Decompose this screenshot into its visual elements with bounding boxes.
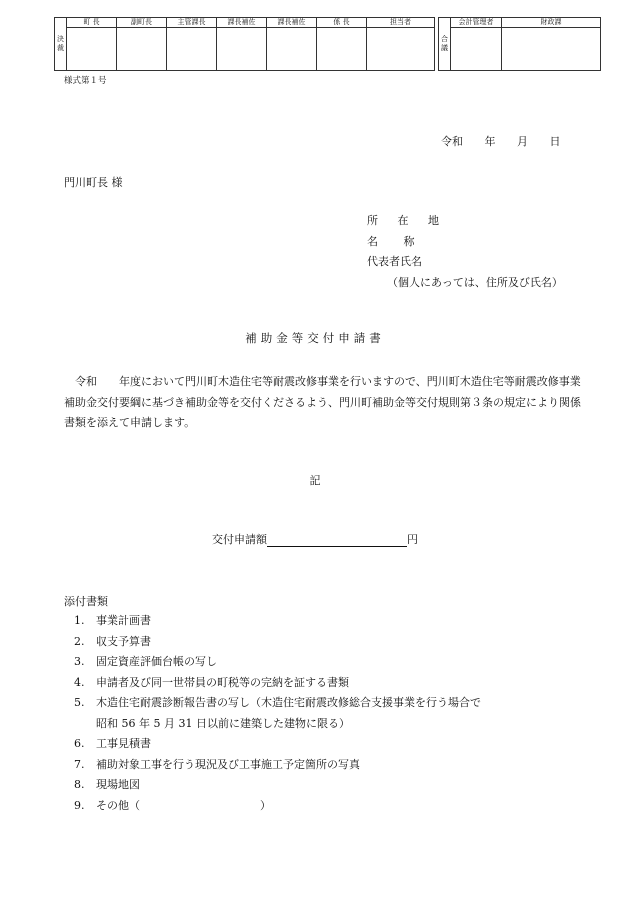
amount-label: 交付申請額 [212,533,267,546]
header-kaikei: 会計管理者 [451,18,502,28]
document-title: 補助金等交付申請書 [245,331,385,345]
representative-label: 代表者氏名 [367,255,422,268]
approval-stamp-table [54,17,601,71]
name-label: 名 称 [367,234,415,248]
applicant-block [367,211,563,293]
list-item: 1. 事業計画書 [74,614,151,627]
amount-input-line[interactable] [267,532,407,547]
stamp-box[interactable] [502,28,601,71]
list-item: 3. 固定資産評価台帳の写し [74,655,217,668]
ki-heading: 記 [309,474,321,487]
stamp-box[interactable] [317,28,367,71]
form-number: 様式第１号 [64,76,107,86]
attachments-list [74,611,481,816]
header-zaisei: 財政課 [502,18,601,28]
address-label: 所 在 地 [367,214,447,227]
stamp-box[interactable] [117,28,167,71]
body-paragraph: 令和 年度において門川町木造住宅等耐震改修事業を行いますので、門川町木造住宅等耐震改修事業補助金交付要綱に基づき補助金等を交付くださるよう、門川町補助金等交付規則第３条の規定により関係書類を添えて申請します。 [64,375,581,429]
list-item: 2. 収支予算書 [74,634,151,648]
header-kacho-hosa-2: 課長補佐 [267,18,317,28]
addressee: 門川町長 様 [64,176,123,189]
header-fukuchocho: 副町長 [117,18,167,28]
body-text [64,372,584,434]
applicant-note: （個人にあっては、住所及び氏名） [387,275,563,289]
stamp-box[interactable] [267,28,317,71]
header-chocho: 町 長 [67,18,117,28]
kessai-label: 決裁 [55,18,67,71]
stamp-box[interactable] [367,28,435,71]
gougi-label: 合議 [439,18,451,71]
list-item: 8. 現場地図 [74,778,140,791]
list-item: 4. 申請者及び同一世帯員の町税等の完納を証する書類 [74,675,349,689]
list-item: 6. 工事見積書 [74,737,151,750]
list-item-continuation: 昭和 56 年 5 月 31 日以前に建築した建物に限る） [96,716,350,730]
list-item: 7. 補助対象工事を行う現況及び工事施工予定箇所の写真 [74,757,360,771]
stamp-box[interactable] [67,28,117,71]
attachments-title: 添付書類 [64,595,108,608]
stamp-box[interactable] [167,28,217,71]
header-shukan-kacho: 主管課長 [167,18,217,28]
header-kacho-hosa-1: 課長補佐 [217,18,267,28]
list-item: 5. 木造住宅耐震診断報告書の写し（木造住宅耐震改修総合支援事業を行う場合で [74,696,481,709]
header-tantosha: 担当者 [367,18,435,28]
date-line: 令和 年 月 日 [441,135,561,148]
amount-unit: 円 [407,533,418,546]
amount-row [212,531,418,547]
header-kakaricho: 係 長 [317,18,367,28]
stamp-box[interactable] [451,28,502,71]
list-item: 9. その他（ ） [74,798,271,812]
stamp-box[interactable] [217,28,267,71]
